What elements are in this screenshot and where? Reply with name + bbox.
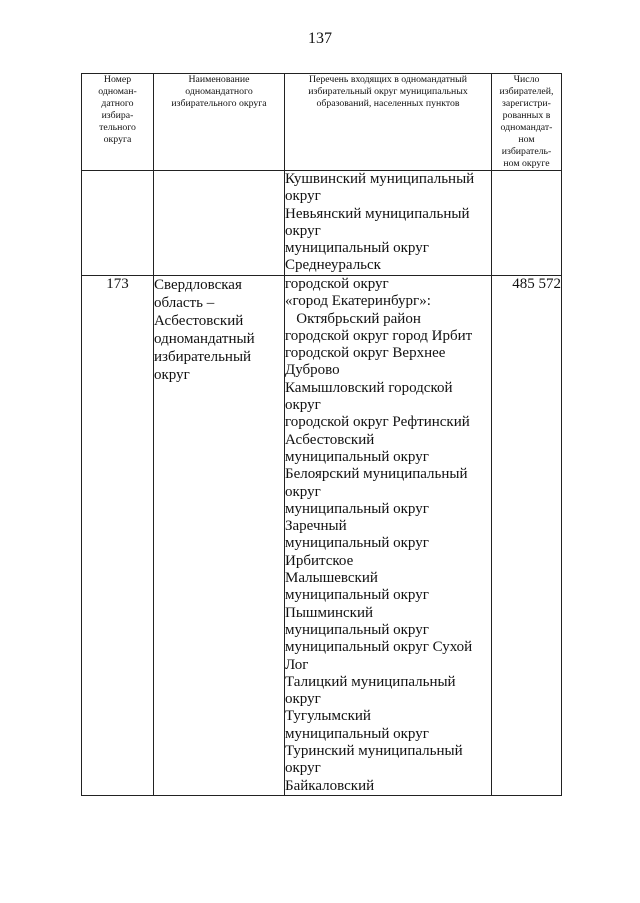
text-line: Ирбитское bbox=[285, 552, 354, 569]
text-line: муниципальный округ bbox=[285, 535, 429, 552]
text-line: Заречный bbox=[285, 518, 347, 535]
text-line: Октябрьский район bbox=[285, 310, 421, 327]
text-line: датного bbox=[101, 98, 134, 109]
text-line: округ bbox=[285, 397, 321, 414]
text-line: ном bbox=[518, 134, 535, 145]
cell-empty-count bbox=[492, 171, 562, 276]
text-line: муниципальный округ bbox=[285, 448, 429, 465]
header-voters-count bbox=[492, 74, 562, 171]
text-line: избира- bbox=[101, 110, 134, 121]
text-line: округ bbox=[285, 760, 321, 777]
cell-empty-name bbox=[154, 171, 285, 276]
text-line: округ bbox=[154, 367, 190, 383]
district-composition bbox=[285, 276, 492, 796]
text-line: одномандатный bbox=[154, 331, 255, 347]
text-line: Число bbox=[513, 74, 540, 85]
text-line: Кушвинский муниципальный bbox=[285, 171, 475, 187]
district-table bbox=[81, 73, 562, 796]
text-line: Асбестовский bbox=[154, 313, 244, 329]
text-line: одномандатного bbox=[185, 86, 253, 97]
text-line: округ bbox=[285, 691, 321, 708]
text-line: одномандат- bbox=[500, 122, 553, 133]
text-line: муниципальный округ bbox=[285, 621, 429, 638]
text-line: Белоярский муниципальный bbox=[285, 466, 468, 483]
text-line: Дуброво bbox=[285, 362, 340, 379]
text-line: тельного bbox=[99, 122, 136, 133]
text-line: избирательный bbox=[154, 349, 252, 365]
text-line: Пышминский bbox=[285, 604, 374, 621]
district-number: 173 bbox=[82, 276, 154, 796]
text-line: муниципальный округ bbox=[285, 240, 429, 257]
text-line: избирательного округа bbox=[171, 98, 267, 109]
text-line: Тугулымский bbox=[285, 708, 371, 725]
text-line: зарегистри- bbox=[502, 98, 551, 109]
cell-empty-number bbox=[82, 171, 154, 276]
page-number: 137 bbox=[308, 30, 332, 47]
text-line: Наименование bbox=[188, 74, 250, 85]
header-district-number bbox=[82, 74, 154, 171]
text-line: Малышевский bbox=[285, 570, 378, 587]
text-line: Асбестовский bbox=[285, 431, 375, 448]
text-line: одноман- bbox=[98, 86, 137, 97]
text-line: округ bbox=[285, 188, 321, 205]
text-line: округа bbox=[103, 134, 132, 145]
text-line: Туринский муниципальный bbox=[285, 743, 463, 760]
text-line: городской округ bbox=[285, 276, 389, 292]
cell-composition-continuation bbox=[285, 171, 492, 276]
table-row-continuation bbox=[82, 171, 562, 276]
text-line: Талицкий муниципальный bbox=[285, 673, 456, 690]
text-line: Среднеуральск bbox=[285, 257, 381, 274]
text-line: муниципальный округ bbox=[285, 587, 429, 604]
table-header-row bbox=[82, 74, 562, 171]
text-line: округ bbox=[285, 483, 321, 500]
district-name bbox=[154, 276, 285, 796]
text-line: «город Екатеринбург»: bbox=[285, 293, 431, 310]
table-row-district-173 bbox=[82, 276, 562, 796]
text-line: муниципальный округ bbox=[285, 500, 429, 517]
text-line: городской округ город Ирбит bbox=[285, 327, 473, 344]
text-line: избирательный округ муниципальных bbox=[308, 86, 468, 97]
text-line: избирателей, bbox=[499, 86, 554, 97]
text-line: образований, населенных пунктов bbox=[316, 98, 460, 109]
text-line: ном округе bbox=[503, 158, 550, 169]
text-line: Камышловский городской bbox=[285, 379, 453, 396]
text-line: область – bbox=[154, 295, 215, 311]
text-line: городской округ Рефтинский bbox=[285, 414, 470, 431]
text-line: муниципальный округ bbox=[285, 725, 429, 742]
text-line: округ bbox=[285, 222, 321, 239]
text-line: Свердловская bbox=[154, 277, 242, 293]
header-district-name bbox=[154, 74, 285, 171]
text-line: городской округ Верхнее bbox=[285, 345, 446, 362]
text-line: Невьянский муниципальный bbox=[285, 205, 470, 222]
text-line: Лог bbox=[285, 656, 309, 673]
text-line: муниципальный округ Сухой bbox=[285, 639, 473, 656]
header-composition bbox=[285, 74, 492, 171]
text-line: Номер bbox=[103, 74, 132, 85]
text-line: Перечень входящих в одномандатный bbox=[308, 74, 468, 85]
text-line: рованных в bbox=[502, 110, 551, 121]
text-line: избиратель- bbox=[501, 146, 552, 157]
voters-count: 485 572 bbox=[492, 276, 562, 796]
text-line: Байкаловский bbox=[285, 777, 375, 794]
